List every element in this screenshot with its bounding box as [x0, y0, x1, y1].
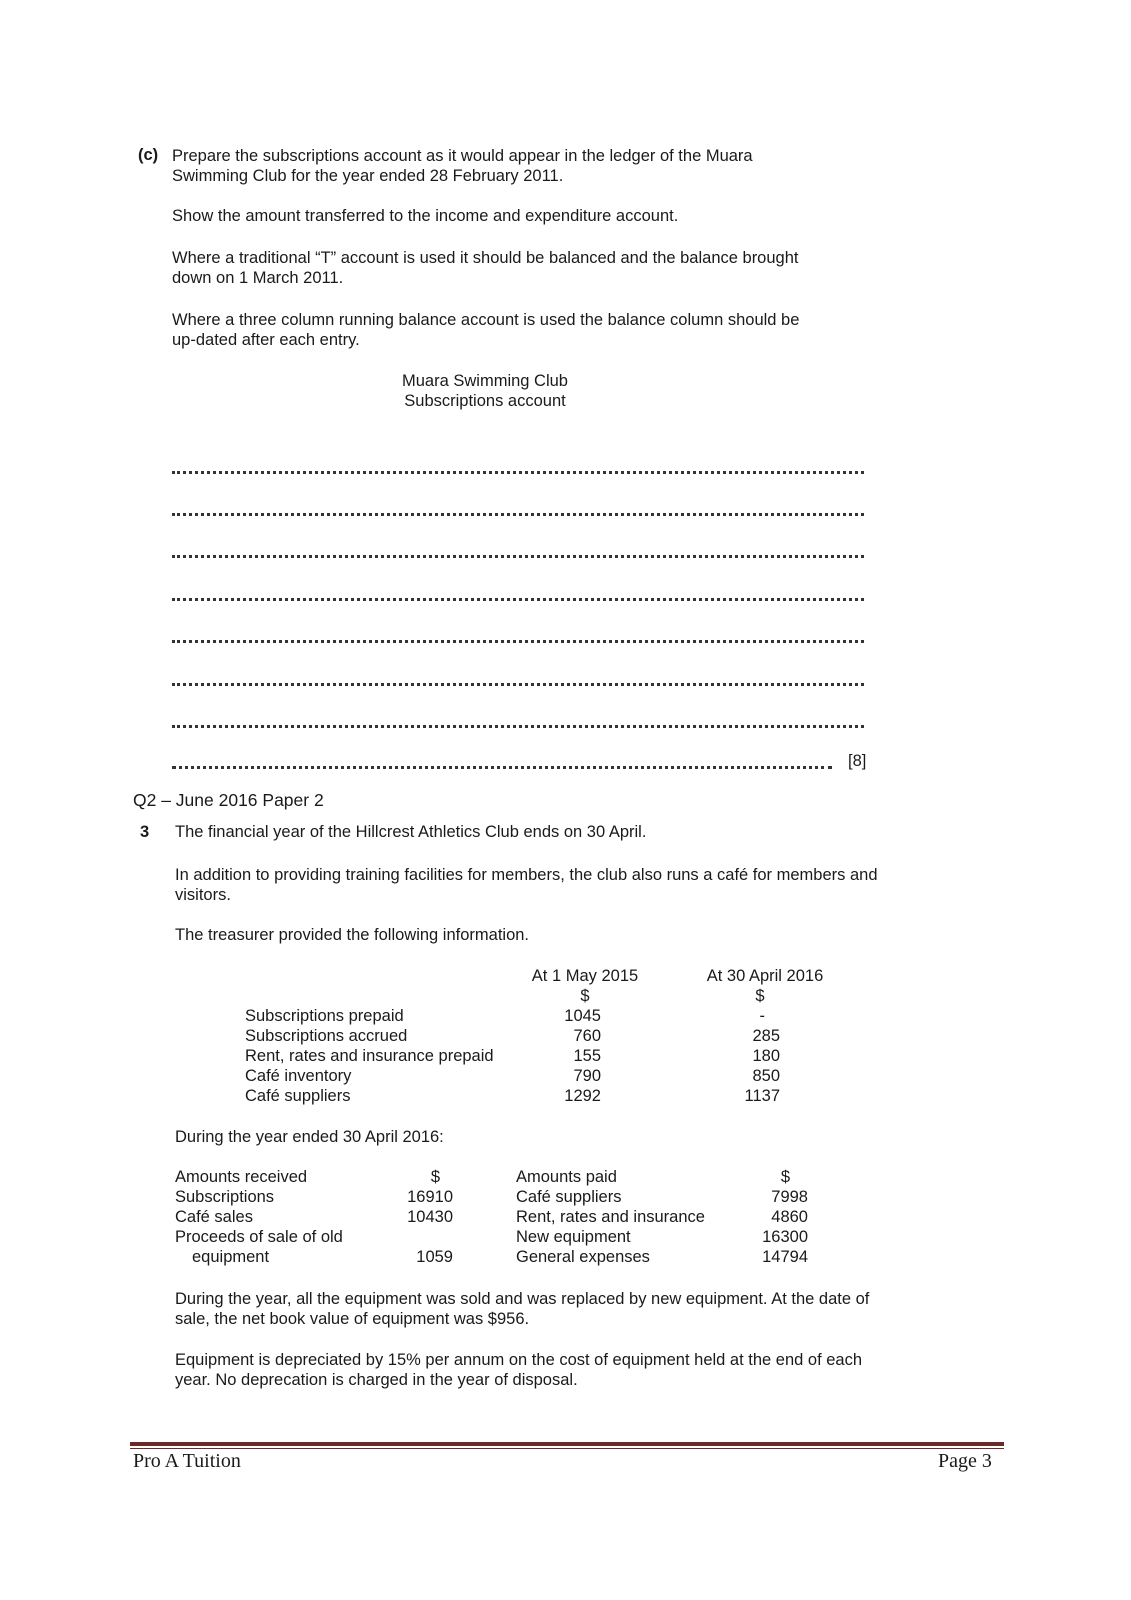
paid-row-label: Rent, rates and insurance [516, 1208, 705, 1226]
answer-line[interactable] [172, 766, 832, 769]
q3-intro: The financial year of the Hillcrest Athletics Club ends on 30 April. [175, 823, 647, 841]
cafe-line-2: visitors. [175, 886, 231, 904]
equipment-line-2: sale, the net book value of equipment was $956. [175, 1310, 530, 1328]
balance-row-v1: 1292 [564, 1087, 601, 1105]
paid-row-label: Café suppliers [516, 1188, 622, 1206]
equipment-line-1: During the year, all the equipment was sold and was replaced by new equipment. At the date of [175, 1290, 870, 1308]
part-c-three-col [172, 310, 799, 350]
t-account-line-1: Where a traditional “T” account is used it should be balanced and the balance brought [172, 249, 799, 267]
paid-row-value: 7998 [771, 1188, 808, 1206]
answer-line[interactable] [172, 683, 864, 686]
account-name: Subscriptions account [404, 392, 566, 410]
received-row-label: equipment [192, 1248, 270, 1266]
footer-rule-thin [130, 1448, 1004, 1449]
balance-row-v1: 155 [573, 1047, 601, 1065]
part-c-instruction [172, 146, 753, 186]
balance-row-label: Rent, rates and insurance prepaid [245, 1047, 494, 1065]
received-row-value: 1059 [416, 1248, 453, 1266]
col2-header: At 30 April 2016 [706, 967, 824, 985]
part-c-label: (c) [138, 146, 159, 164]
col1-header: At 1 May 2015 [531, 967, 639, 985]
answer-line[interactable] [172, 640, 864, 643]
balance-row-v2: - [759, 1007, 765, 1025]
during-year: During the year ended 30 April 2016: [175, 1128, 444, 1146]
page-number: Page 3 [938, 1450, 992, 1472]
paid-header: Amounts paid [516, 1168, 617, 1186]
q2-heading: Q2 – June 2016 Paper 2 [133, 790, 324, 810]
account-title [360, 371, 610, 411]
balance-row-v1: 760 [573, 1027, 601, 1045]
part-c-show: Show the amount transferred to the income and expenditure account. [172, 207, 679, 225]
answer-line[interactable] [172, 471, 864, 474]
balance-row-label: Subscriptions accrued [245, 1027, 408, 1045]
t-account-line-2: down on 1 March 2011. [172, 269, 344, 287]
received-row-value: 16910 [407, 1188, 453, 1206]
balance-row-v2: 1137 [744, 1087, 780, 1105]
balance-row-v1: 790 [573, 1067, 601, 1085]
paid-currency: $ [780, 1168, 790, 1186]
received-row-label: Café sales [175, 1208, 253, 1226]
part-c-line-1: Prepare the subscriptions account as it would appear in the ledger of the Muara [172, 147, 753, 165]
answer-line[interactable] [172, 555, 864, 558]
balance-row-v2: 285 [752, 1027, 780, 1045]
received-row-label: Proceeds of sale of old [175, 1228, 343, 1246]
answer-line[interactable] [172, 725, 864, 728]
three-col-line-2: up-dated after each entry. [172, 331, 360, 349]
part-c-line-2: Swimming Club for the year ended 28 February 2011. [172, 167, 564, 185]
paid-row-label: General expenses [516, 1248, 650, 1266]
q3-treasurer: The treasurer provided the following information. [175, 926, 530, 944]
depreciation-line-2: year. No deprecation is charged in the year of disposal. [175, 1371, 578, 1389]
balance-row-v2: 180 [752, 1047, 780, 1065]
answer-line[interactable] [172, 513, 864, 516]
received-row-label: Subscriptions [175, 1188, 275, 1206]
three-col-line-1: Where a three column running balance account is used the balance column should be [172, 311, 800, 329]
club-name: Muara Swimming Club [402, 372, 568, 390]
paid-row-value: 14794 [762, 1248, 808, 1266]
balance-row-label: Café inventory [245, 1067, 352, 1085]
footer-rule [130, 1442, 1004, 1446]
paid-row-label: New equipment [516, 1228, 631, 1246]
depreciation-line-1: Equipment is depreciated by 15% per annum on the cost of equipment held at the end of each [175, 1351, 863, 1369]
balance-row-label: Subscriptions prepaid [245, 1007, 404, 1025]
q3-depreciation [175, 1350, 862, 1390]
balance-row-v2: 850 [752, 1067, 780, 1085]
part-c-t-account [172, 248, 798, 288]
paid-row-value: 4860 [771, 1208, 808, 1226]
col2-currency: $ [755, 987, 765, 1005]
balance-row-v1: 1045 [564, 1007, 601, 1025]
question-number: 3 [140, 823, 150, 841]
received-header: Amounts received [175, 1168, 308, 1186]
paid-row-value: 16300 [762, 1228, 808, 1246]
balance-row-label: Café suppliers [245, 1087, 351, 1105]
marks: [8] [848, 752, 867, 770]
footer-brand: Pro A Tuition [133, 1450, 241, 1472]
col1-currency: $ [580, 987, 590, 1005]
q3-equipment [175, 1289, 869, 1329]
q3-cafe [175, 865, 878, 905]
cafe-line-1: In addition to providing training facilities for members, the club also runs a café for members and [175, 866, 878, 884]
received-row-value: 10430 [407, 1208, 453, 1226]
answer-line[interactable] [172, 598, 864, 601]
received-currency: $ [430, 1168, 440, 1186]
